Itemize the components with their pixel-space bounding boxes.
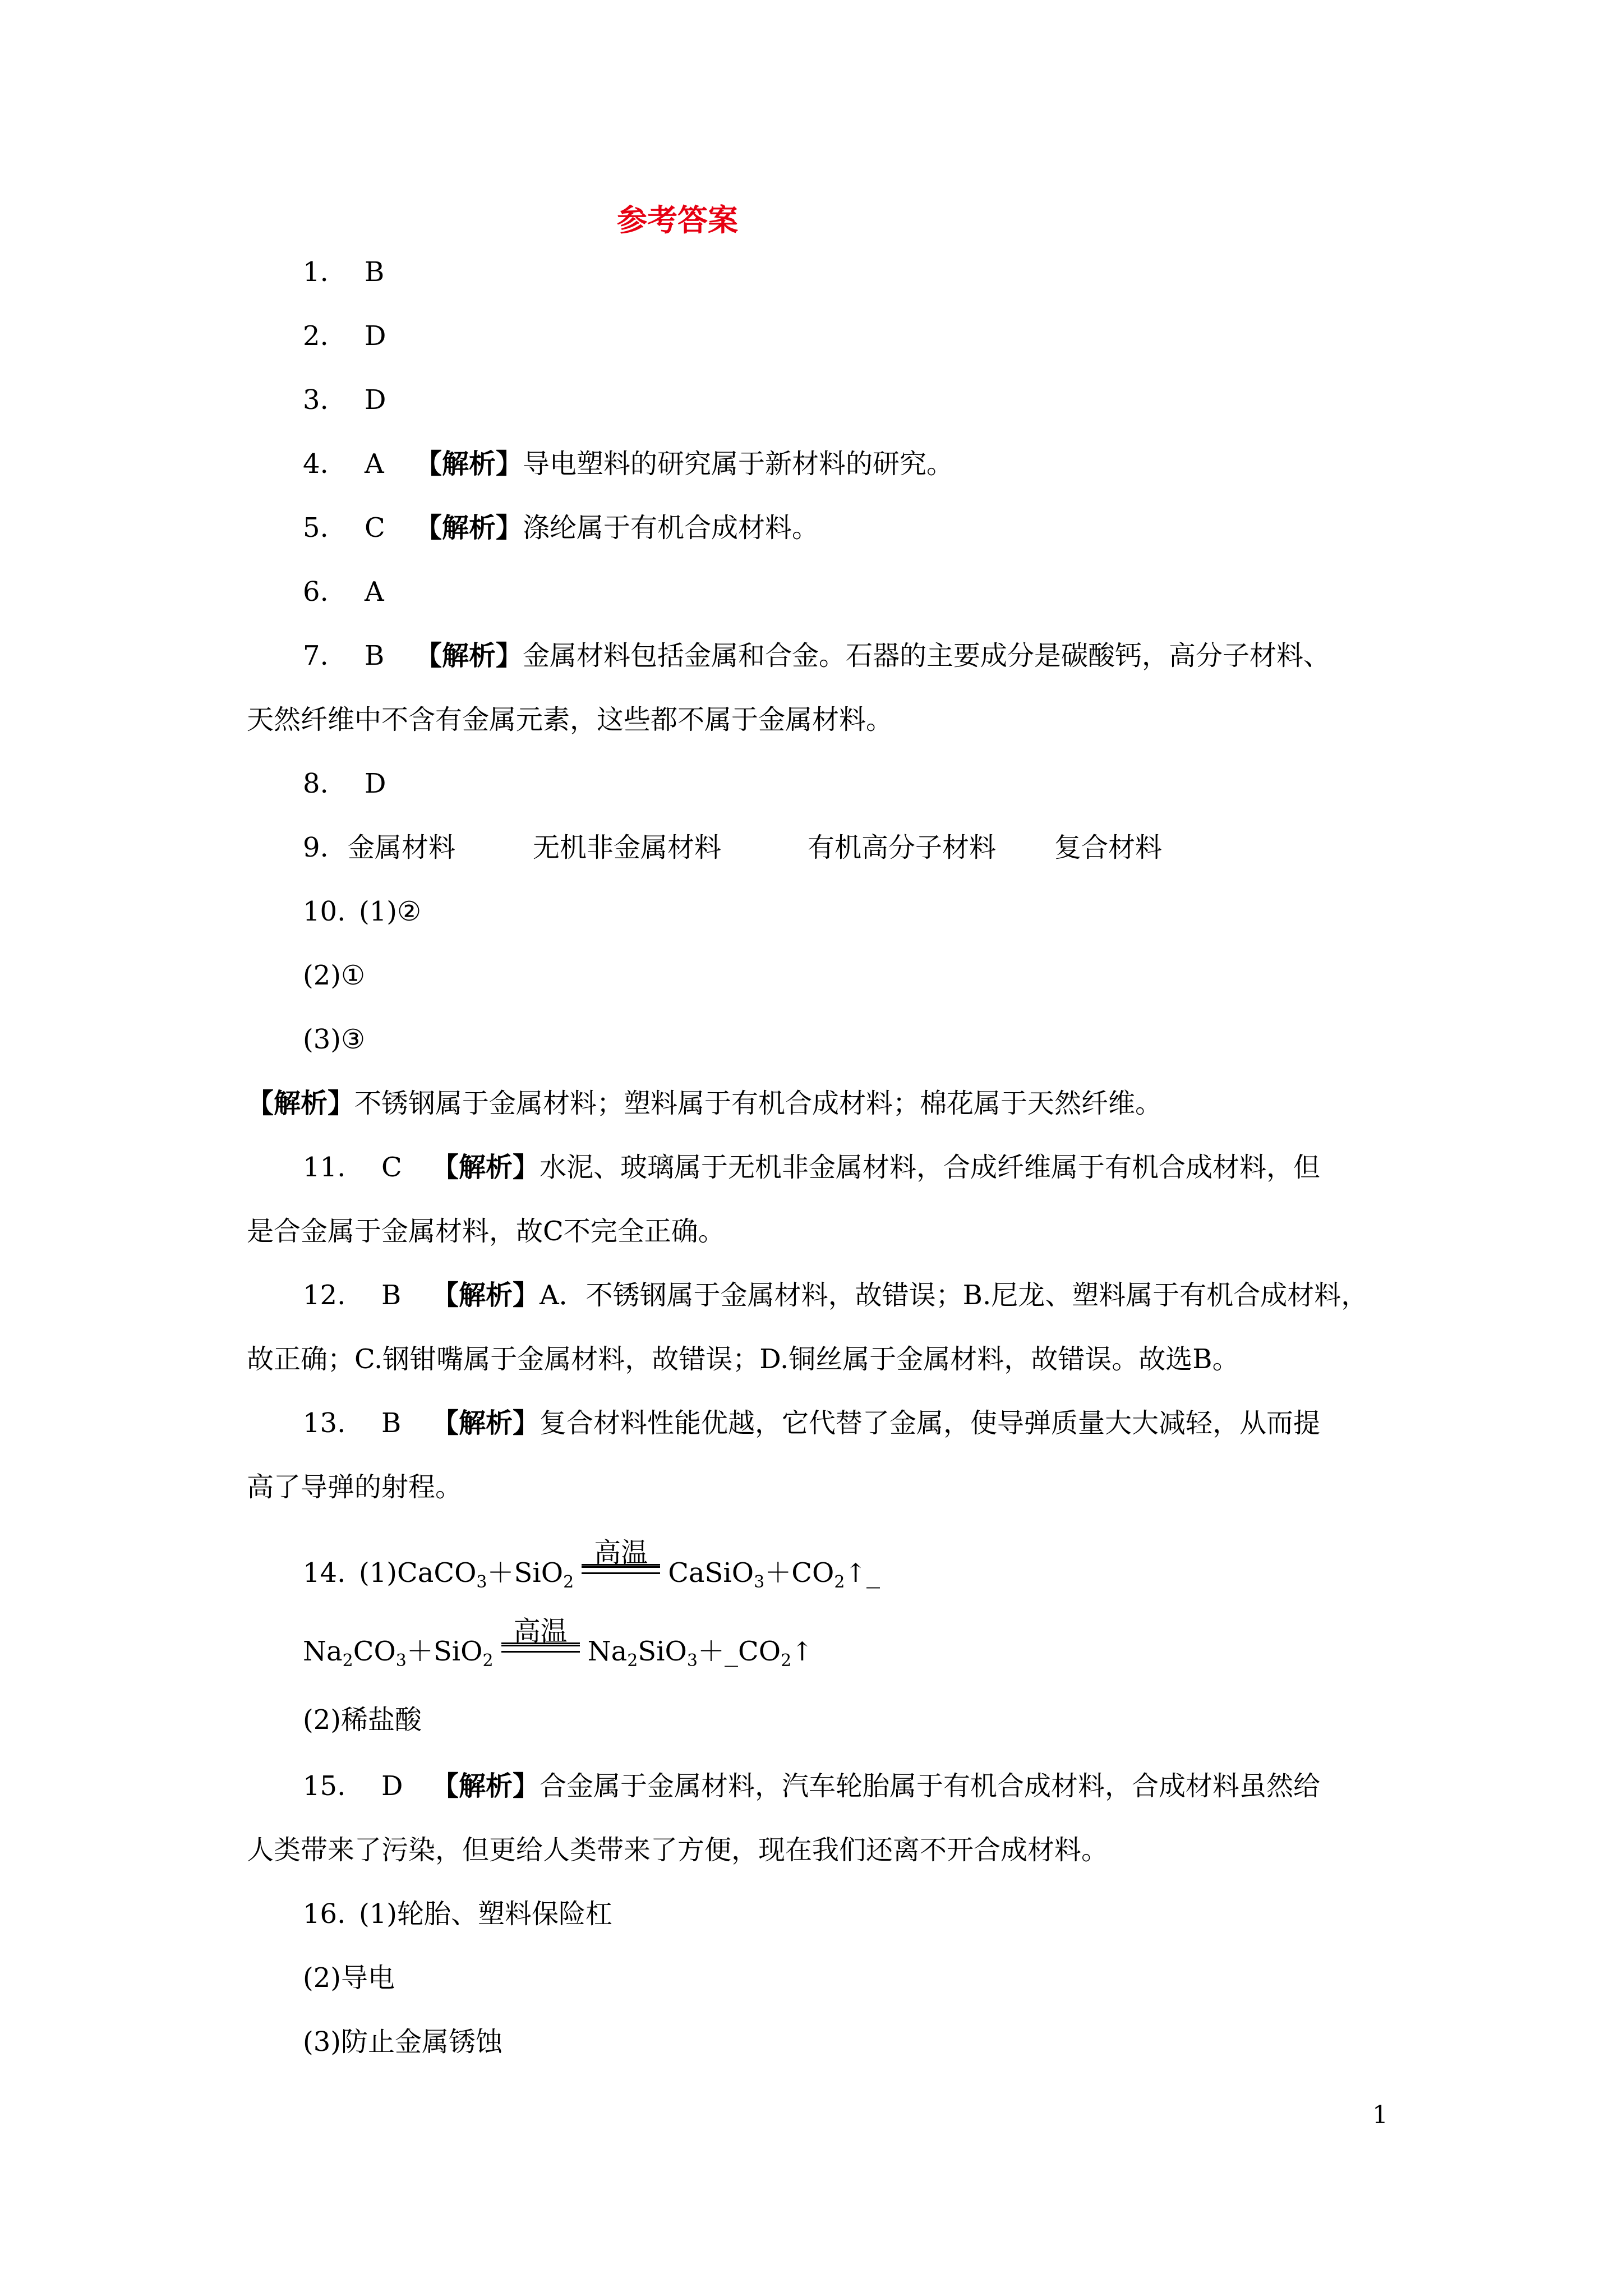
answer-choice: B xyxy=(365,640,385,671)
fill-answer: 无机非金属材料 xyxy=(533,832,722,863)
question-number: 11. xyxy=(303,1152,346,1183)
question-number: 8. xyxy=(303,768,329,799)
answer-line-5 xyxy=(303,511,819,545)
gas-arrow-icon: ↑ xyxy=(845,1558,866,1588)
analysis-tag: 【解析】 xyxy=(415,448,523,480)
analysis-text: 水泥、玻璃属于无机非金属材料，合成纤维属于有机合成材料，但 xyxy=(540,1152,1321,1183)
answer-line-12-cont xyxy=(247,1342,1239,1376)
answer-line-14 xyxy=(303,1537,880,1592)
answer-line-11-cont xyxy=(247,1214,725,1248)
analysis-text: 金属材料包括金属和合金。石器的主要成分是碳酸钙，高分子材料、 xyxy=(523,640,1331,671)
sub-answer: (2)① xyxy=(303,960,366,991)
question-number: 14. xyxy=(303,1557,346,1589)
reaction-condition: 高温 xyxy=(501,1651,580,1660)
question-number: 12. xyxy=(303,1280,346,1311)
analysis-text: 天然纤维中不含有金属元素，这些都不属于金属材料。 xyxy=(247,704,893,735)
answer-choice: B xyxy=(381,1280,402,1311)
answer-line-10-analysis xyxy=(247,1087,1162,1120)
analysis-tag: 【解析】 xyxy=(415,512,523,544)
answer-choice: B xyxy=(365,256,385,288)
answer-line-8 xyxy=(303,767,415,800)
answer-line-4 xyxy=(303,447,953,481)
answer-line-10 xyxy=(303,895,421,928)
reaction-condition: 高温 xyxy=(582,1573,660,1582)
question-number: 10. xyxy=(303,896,346,927)
question-number: 6. xyxy=(303,576,329,608)
gas-arrow-icon: ↑ xyxy=(791,1636,813,1667)
answer-choice: B xyxy=(381,1407,402,1439)
answer-line-10-3 xyxy=(303,1023,365,1056)
analysis-tag: 【解析】 xyxy=(432,1152,540,1183)
question-number: 7. xyxy=(303,640,329,671)
equation-2: $Na_2CO_3+SiO_2$ 高温 $Na_2SiO_3+\_CO_2↑$ xyxy=(303,1616,813,1671)
answer-line-7-cont xyxy=(247,703,893,737)
equation-1: CaCO$_3$＋SiO$_2$ 高温 $CaSiO_3+CO_2↑\_$ xyxy=(397,1537,880,1592)
sub-answer: (3)③ xyxy=(303,1024,366,1055)
analysis-text: 故正确；C.钢钳嘴属于金属材料，故错误；D.铜丝属于金属材料，故错误。故选B。 xyxy=(247,1343,1239,1375)
analysis-text: 涤纶属于有机合成材料。 xyxy=(523,512,819,544)
answer-line-15-cont xyxy=(247,1833,1108,1867)
sub-answer: (2)导电 xyxy=(303,1962,395,1994)
answer-line-13-cont xyxy=(247,1470,462,1504)
answer-line-14-eq2 xyxy=(303,1616,813,1671)
answer-choice: D xyxy=(365,320,386,352)
analysis-tag: 【解析】 xyxy=(432,1407,540,1439)
question-number: 4. xyxy=(303,448,329,480)
fill-answer: 金属材料 xyxy=(348,832,456,863)
analysis-tag: 【解析】 xyxy=(247,1088,355,1119)
question-number: 1. xyxy=(303,256,329,288)
answer-line-16-3 xyxy=(303,2025,502,2059)
sub-answer: (3)防止金属锈蚀 xyxy=(303,2026,502,2058)
question-number: 5. xyxy=(303,512,329,544)
answer-choice: D xyxy=(365,768,386,799)
page-number: 1 xyxy=(1372,2101,1388,2129)
question-number: 16. xyxy=(303,1898,346,1930)
answer-line-3 xyxy=(303,383,415,417)
answer-line-2 xyxy=(303,319,415,353)
answer-choice: D xyxy=(365,384,386,416)
question-number: 3. xyxy=(303,384,329,416)
fill-answer: 有机高分子材料 xyxy=(808,832,997,863)
analysis-tag: 【解析】 xyxy=(415,640,523,671)
question-number: 2. xyxy=(303,320,329,352)
answer-choice: A xyxy=(365,448,384,480)
answer-choice: C xyxy=(365,512,385,544)
question-number: 9. xyxy=(303,832,329,863)
answer-line-16 xyxy=(303,1897,612,1931)
answer-line-1 xyxy=(303,255,415,289)
analysis-text: 人类带来了污染，但更给人类带来了方便，现在我们还离不开合成材料。 xyxy=(247,1834,1109,1866)
analysis-text: 导电塑料的研究属于新材料的研究。 xyxy=(523,448,954,480)
answer-line-10-2 xyxy=(303,959,365,992)
analysis-text: 复合材料性能优越，它代替了金属，使导弹质量大大减轻，从而提 xyxy=(540,1407,1321,1439)
answer-line-9 xyxy=(303,831,1162,864)
analysis-text: 合金属于金属材料，汽车轮胎属于有机合成材料，合成材料虽然给 xyxy=(540,1770,1321,1802)
analysis-text: 不锈钢属于金属材料；塑料属于有机合成材料；棉花属于天然纤维。 xyxy=(354,1088,1163,1119)
page-title: 参考答案 xyxy=(617,203,738,238)
sub-answer: (1)② xyxy=(359,896,422,927)
sub-label: (1) xyxy=(359,1557,397,1589)
answer-line-14-2 xyxy=(303,1703,422,1737)
answer-line-16-2 xyxy=(303,1961,395,1995)
answer-choice: A xyxy=(365,576,384,608)
answer-line-6 xyxy=(303,575,415,609)
answer-line-11 xyxy=(303,1151,1320,1184)
sub-answer: (1)轮胎、塑料保险杠 xyxy=(359,1898,612,1930)
question-number: 15. xyxy=(303,1770,346,1802)
answer-line-13 xyxy=(303,1406,1320,1440)
sub-answer: (2)稀盐酸 xyxy=(303,1704,422,1736)
analysis-tag: 【解析】 xyxy=(432,1770,540,1802)
analysis-tag: 【解析】 xyxy=(432,1280,540,1311)
answer-choice: D xyxy=(381,1770,403,1802)
question-number: 13. xyxy=(303,1407,346,1439)
analysis-text: 高了导弹的射程。 xyxy=(247,1471,463,1503)
answer-choice: C xyxy=(381,1152,402,1183)
answer-line-7 xyxy=(303,639,1330,673)
answer-line-12 xyxy=(303,1278,1368,1312)
analysis-text: A．不锈钢属于金属材料，故错误；B.尼龙、塑料属于有机合成材料， xyxy=(540,1280,1368,1311)
analysis-text: 是合金属于金属材料，故C不完全正确。 xyxy=(247,1216,725,1247)
fill-answer: 复合材料 xyxy=(1054,832,1163,863)
answer-line-15 xyxy=(303,1769,1320,1803)
